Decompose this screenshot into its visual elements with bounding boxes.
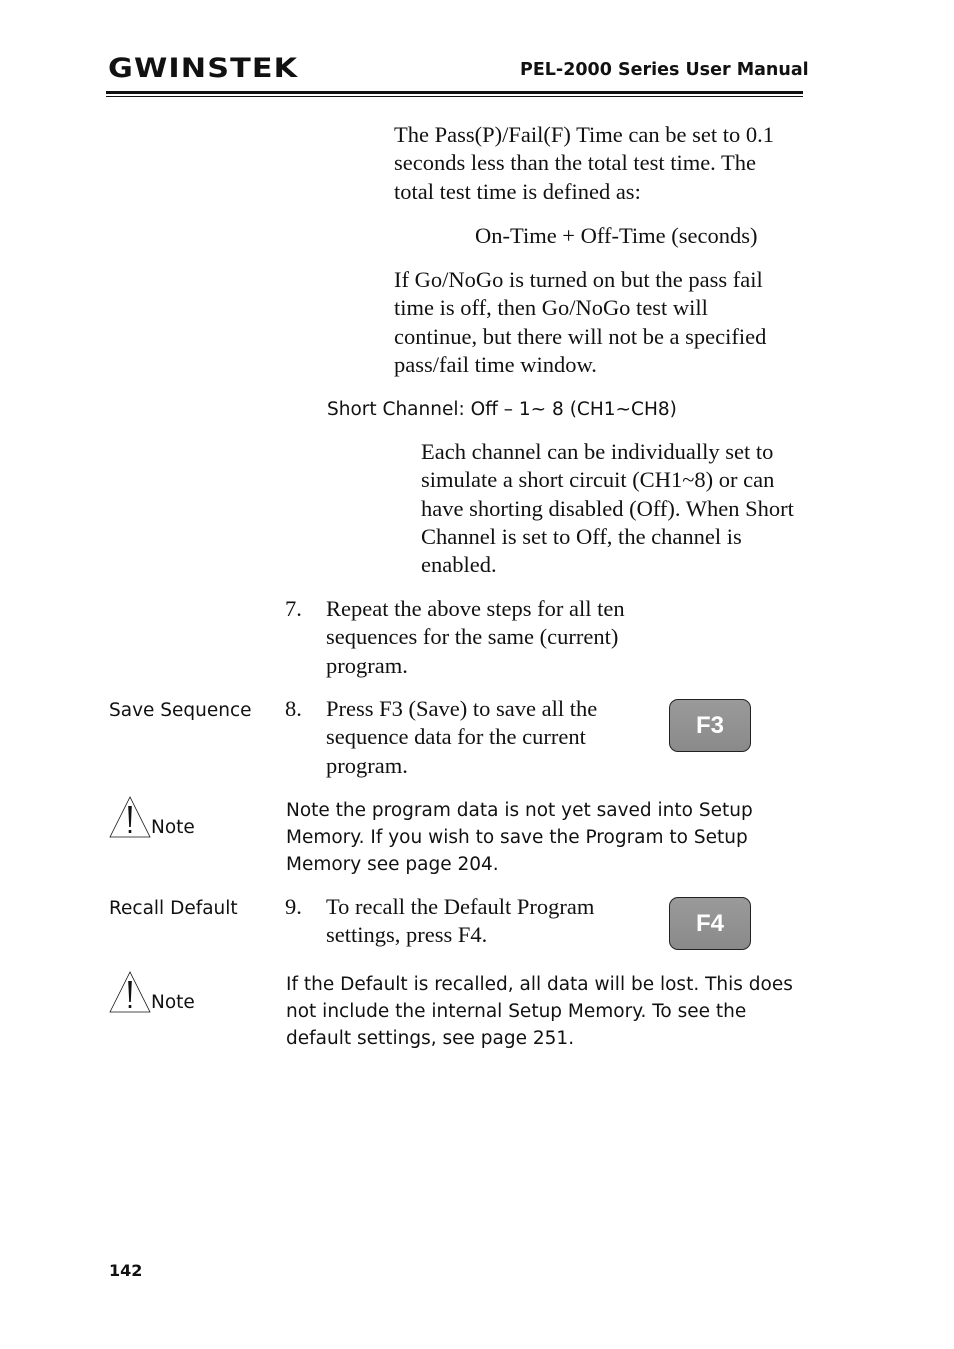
warning-icon: [109, 795, 151, 839]
warning-icon: [109, 970, 151, 1014]
pass-fail-note: If Go/NoGo is turned on but the pass fail time is off, then Go/NoGo test will continue, but there will not be a specified pass/fail time window.: [394, 267, 767, 377]
step-9-number: 9.: [285, 894, 302, 919]
recall-default-label: Recall Default: [109, 898, 238, 919]
step-7-text: Repeat the above steps for all ten sequences for the same (current) program.: [326, 596, 625, 678]
test-time-formula: On-Time + Off-Time (seconds): [475, 223, 758, 248]
step-8-text: Press F3 (Save) to save all the sequence data for the current program.: [326, 696, 598, 778]
note-1-label: Note: [151, 817, 195, 838]
note-2-text: If the Default is recalled, all data will be lost. This does not include the internal Setup Memory. To see the default settings, see page 251.: [286, 974, 793, 1049]
save-sequence-label: Save Sequence: [109, 700, 252, 721]
step-9-text: To recall the Default Program settings, press F4.: [326, 894, 595, 948]
f4-key: F4: [669, 897, 751, 950]
document-title: PEL-2000 Series User Manual: [520, 60, 809, 80]
page-number: 142: [109, 1261, 143, 1280]
step-7-number: 7.: [285, 596, 302, 621]
short-channel-description: Each channel can be individually set to simulate a short circuit (CH1~8) or can have shorting disabled (Off). When Short Channel is set to Off, the channel is enabled.: [421, 439, 794, 578]
step-8-number: 8.: [285, 696, 302, 721]
f3-key: F3: [669, 699, 751, 752]
note-1-text: Note the program data is not yet saved into Setup Memory. If you wish to save the Program to Setup Memory see page 204.: [286, 800, 753, 875]
brand-logo: GWINSTEK: [108, 53, 299, 84]
note-2-label: Note: [151, 992, 195, 1013]
header-rule: [106, 91, 803, 94]
pass-fail-intro: The Pass(P)/Fail(F) Time can be set to 0.1 seconds less than the total test time. The total test time is defined as:: [394, 122, 774, 204]
short-channel-heading: Short Channel: Off – 1~ 8 (CH1~CH8): [327, 399, 677, 420]
note-2-marker: [109, 970, 229, 1018]
note-1-marker: [109, 795, 229, 843]
header-rule-thin: [106, 96, 803, 97]
